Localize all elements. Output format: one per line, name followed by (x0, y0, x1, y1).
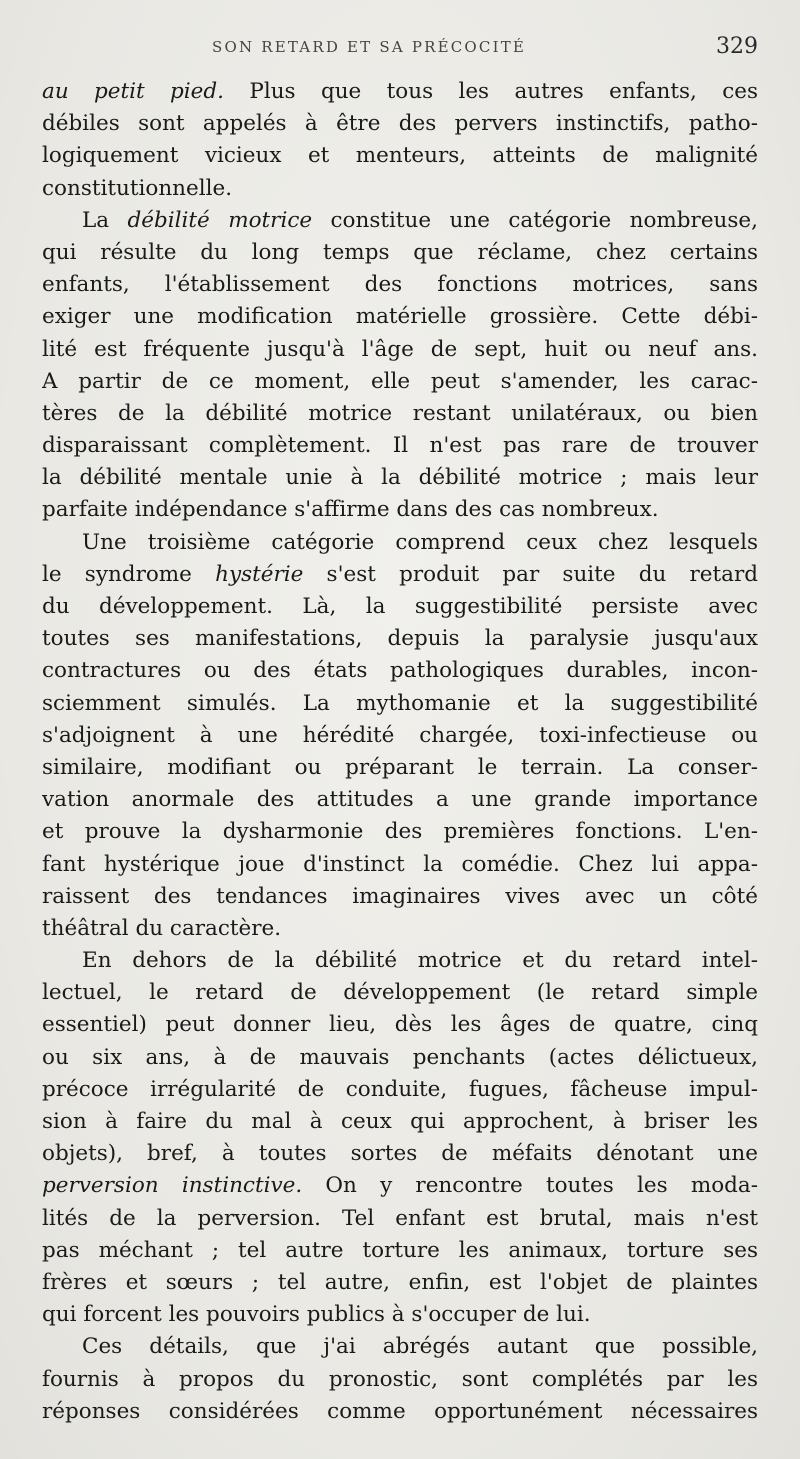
text-run: essentiel) peut donner lieu, dès les âges de quatre, cinq (42, 1012, 758, 1038)
running-head (40, 36, 758, 66)
text-line (42, 591, 758, 623)
text-run: disparaissant complètement. Il n'est pas rare de trouver (42, 433, 758, 459)
text-run: sion à faire du mal à ceux qui approchent, à briser les (42, 1109, 758, 1134)
text-line (42, 1170, 758, 1202)
text-run: sciemment simulés. La mythomanie et la suggestibilité (42, 690, 758, 716)
text-line (42, 1042, 758, 1074)
text-line (42, 1331, 758, 1363)
text-run: contractures ou des états pathologiques durables, incon- (42, 658, 758, 684)
text-line (42, 1267, 758, 1299)
text-line (42, 269, 758, 301)
text-run: raissent des tendances imaginaires vives avec un côté (42, 883, 758, 909)
text-run: parfaite indépendance s'affirme dans des cas nombreux. (42, 497, 659, 523)
text-run: toutes ses manifestations, depuis la paralysie jusqu'aux (42, 626, 758, 652)
text-run: La (82, 207, 128, 233)
text-line (42, 140, 758, 172)
text-line (42, 559, 758, 591)
text-line (42, 623, 758, 655)
text-run: A partir de ce moment, elle peut s'amender, les carac- (42, 368, 758, 394)
text-line (42, 720, 758, 752)
text-line (42, 334, 758, 366)
text-line (42, 688, 758, 720)
text-run: frères et sœurs ; tel autre, enfin, est l'objet de plaintes (42, 1269, 758, 1295)
page-number: 329 (716, 34, 758, 59)
text-line (42, 301, 758, 333)
text-run: qui forcent les pouvoirs publics à s'occuper de lui. (42, 1302, 591, 1328)
text-line (42, 76, 758, 108)
text-run: du développement. Là, la suggestibilité persiste avec (42, 594, 758, 619)
text-line (42, 494, 758, 526)
text-run: fournis à propos du pronostic, sont complétés par les (42, 1366, 758, 1392)
text-line (42, 527, 758, 559)
text-run: enfants, l'établissement des fonctions motrices, sans (42, 272, 758, 298)
text-line (42, 977, 758, 1009)
text-line (42, 366, 758, 398)
text-run: logiquement vicieux et menteurs, atteints de malignité (42, 143, 758, 169)
text-run: qui résulte du long temps que réclame, chez certains (42, 239, 758, 265)
text-run: s'adjoignent à une hérédité chargée, toxi-infectieuse ou (42, 722, 758, 748)
text-line (42, 1106, 758, 1138)
text-line (42, 430, 758, 462)
text-run: On y rencontre toutes les moda- (302, 1173, 758, 1199)
text-run: s'est produit par suite du retard (303, 561, 758, 587)
text-run: constitutionnelle. (42, 175, 233, 201)
text-run: constitue une catégorie nombreuse, (312, 207, 758, 233)
text-run: pas méchant ; tel autre torture les animaux, torture ses (42, 1237, 758, 1263)
italic-text-run: au petit pied. (42, 79, 224, 104)
text-run: ou six ans, à de mauvais penchants (actes délictueux, (42, 1044, 758, 1070)
text-run: lectuel, le retard de développement (le retard simple (42, 980, 758, 1006)
text-line (42, 398, 758, 430)
text-line (42, 784, 758, 816)
text-line (42, 752, 758, 784)
text-line (42, 1074, 758, 1106)
text-line (42, 1396, 758, 1428)
italic-text-run: débilité motrice (127, 207, 313, 233)
text-line (42, 945, 758, 977)
text-line (42, 913, 758, 945)
text-line (42, 108, 758, 140)
text-run: la débilité mentale unie à la débilité motrice ; mais leur (42, 465, 758, 491)
body-text (42, 76, 758, 1428)
text-run: débiles sont appelés à être des pervers instinctifs, patho- (42, 111, 758, 137)
text-line (42, 849, 758, 881)
text-run: objets), bref, à toutes sortes de méfaits dénotant une (42, 1141, 758, 1167)
text-run: exiger une modification matérielle grossière. Cette débi- (42, 304, 758, 330)
text-run: Une troisième catégorie comprend ceux chez lesquels (82, 529, 758, 555)
text-run: précoce irrégularité de conduite, fugues, fâcheuse impul- (42, 1076, 758, 1102)
text-line (42, 237, 758, 269)
text-run: lité est fréquente jusqu'à l'âge de sept, huit ou neuf ans. (42, 336, 758, 362)
text-run: le syndrome (42, 561, 216, 587)
text-line (42, 816, 758, 848)
text-run: Ces détails, que j'ai abrégés autant que possible, (82, 1334, 758, 1360)
text-line (42, 1138, 758, 1170)
text-line (42, 1009, 758, 1041)
text-run: et prouve la dysharmonie des premières fonctions. L'en- (42, 819, 758, 845)
text-run: lités de la perversion. Tel enfant est brutal, mais n'est (42, 1205, 758, 1231)
text-line (42, 1235, 758, 1267)
text-run: théâtral du caractère. (42, 915, 282, 941)
text-line (42, 1299, 758, 1331)
text-run: En dehors de la débilité motrice et du retard intel- (82, 948, 758, 974)
running-title: SON RETARD ET SA PRÉCOCITÉ (212, 38, 527, 56)
text-run: similaire, modifiant ou préparant le terrain. La conser- (42, 754, 758, 780)
text-run: réponses considérées comme opportunément nécessaires (42, 1398, 758, 1424)
italic-text-run: hystérie (215, 561, 304, 587)
text-run: fant hystérique joue d'instinct la comédie. Chez lui appa- (42, 851, 758, 877)
italic-text-run: perversion instinctive. (42, 1173, 303, 1199)
text-line (42, 1203, 758, 1235)
text-line (42, 462, 758, 494)
text-run: Plus que tous les autres enfants, ces (224, 79, 758, 104)
text-line (42, 1364, 758, 1396)
text-line (42, 881, 758, 913)
text-line (42, 173, 758, 205)
text-line (42, 205, 758, 237)
text-run: tères de la débilité motrice restant unilatéraux, ou bien (42, 400, 758, 426)
text-line (42, 655, 758, 687)
text-run: vation anormale des attitudes a une grande importance (42, 787, 758, 813)
